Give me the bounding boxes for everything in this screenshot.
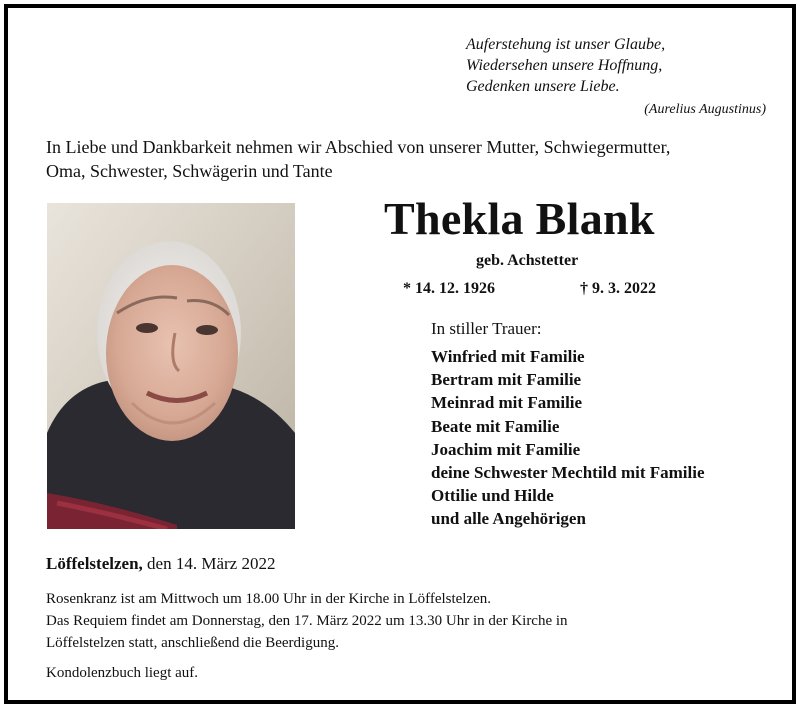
place-date-line [46, 554, 275, 574]
deceased-name: Thekla Blank [384, 193, 655, 244]
death-date: † 9. 3. 2022 [580, 280, 656, 297]
quote-line: Auferstehung ist unser Glaube, [466, 36, 666, 53]
maiden-name: geb. Achstetter [476, 252, 579, 269]
mourning-heading: In stiller Trauer: [431, 319, 542, 338]
intro-line: In Liebe und Dankbarkeit nehmen wir Abschied von unserer Mutter, Schwiegermutter, [46, 137, 671, 157]
mourner-entry: Meinrad mit Familie [431, 393, 583, 413]
note-line: Löffelstelzen statt, anschließend die Beerdigung. [46, 635, 339, 651]
notice-date: den 14. März 2022 [147, 554, 276, 573]
memorial-quote [466, 34, 766, 120]
obituary-frame [4, 4, 796, 704]
place-name: Löffelstelzen, [46, 554, 143, 573]
mourner-entry: und alle Angehörigen [431, 509, 586, 529]
mourners-list [431, 345, 705, 531]
mourner-entry: Beate mit Familie [431, 416, 560, 436]
mourner-entry: Ottilie und Hilde [431, 486, 554, 506]
birth-date: * 14. 12. 1926 [403, 280, 495, 297]
intro-text [46, 135, 786, 183]
mourner-entry: deine Schwester Mechtild mit Familie [431, 463, 705, 483]
note-line: Rosenkranz ist am Mittwoch um 18.00 Uhr in der Kirche in Löffelstelzen. [46, 591, 492, 607]
mourner-entry: Winfried mit Familie [431, 347, 585, 366]
intro-line: Oma, Schwester, Schwägerin und Tante [46, 161, 333, 181]
service-notes [46, 588, 786, 654]
portrait-photo [47, 203, 295, 529]
quote-attribution: (Aurelius Augustinus) [644, 102, 766, 117]
mourner-entry: Joachim mit Familie [431, 439, 581, 459]
condolence-note: Kondolenzbuch liegt auf. [46, 665, 199, 681]
quote-line: Gedenken unsere Liebe. [466, 78, 620, 95]
note-line: Das Requiem findet am Donnerstag, den 17. März 2022 um 13.30 Uhr in der Kirche in [46, 613, 568, 629]
mourner-entry: Bertram mit Familie [431, 370, 582, 390]
quote-line: Wiedersehen unsere Hoffnung, [466, 57, 663, 74]
